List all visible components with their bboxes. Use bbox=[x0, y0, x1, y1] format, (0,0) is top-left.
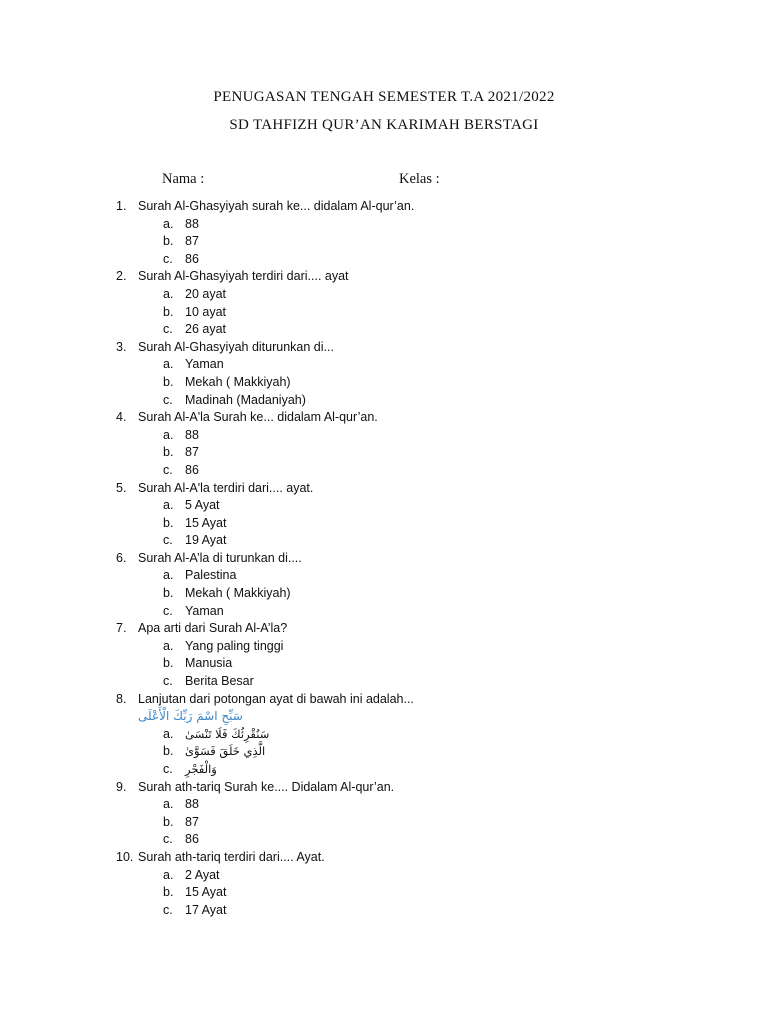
question-line bbox=[0, 339, 768, 357]
answer-option bbox=[0, 321, 768, 339]
option-list bbox=[0, 796, 768, 849]
option-letter: a. bbox=[163, 357, 174, 372]
option-letter: a. bbox=[163, 797, 174, 812]
question-item bbox=[0, 691, 768, 779]
option-letter: a. bbox=[163, 568, 174, 583]
option-letter: b. bbox=[163, 445, 174, 460]
option-list bbox=[0, 497, 768, 550]
question-number: 10. bbox=[116, 849, 134, 864]
option-letter: c. bbox=[163, 322, 173, 337]
question-text: Surah ath-tariq terdiri dari.... Ayat. bbox=[138, 849, 325, 864]
option-letter: b. bbox=[163, 656, 174, 671]
option-text: 5 Ayat bbox=[185, 498, 220, 513]
verse-line bbox=[0, 708, 768, 726]
option-letter: c. bbox=[163, 674, 173, 689]
option-text: 88 bbox=[185, 797, 199, 812]
question-text: Surah Al-A'la terdiri dari.... ayat. bbox=[138, 480, 314, 495]
option-list bbox=[0, 356, 768, 409]
page-title: PENUGASAN TENGAH SEMESTER T.A 2021/2022 bbox=[213, 89, 555, 105]
option-letter: a. bbox=[163, 867, 174, 882]
answer-option bbox=[0, 374, 768, 392]
question-line bbox=[0, 691, 768, 709]
option-letter: c. bbox=[163, 533, 173, 548]
option-letter: b. bbox=[163, 885, 174, 900]
question-item bbox=[0, 409, 768, 479]
answer-option bbox=[0, 867, 768, 885]
answer-option bbox=[0, 673, 768, 691]
option-text: 19 Ayat bbox=[185, 533, 227, 548]
option-text: Berita Besar bbox=[185, 674, 254, 689]
question-item bbox=[0, 480, 768, 550]
question-line bbox=[0, 550, 768, 568]
answer-option bbox=[0, 233, 768, 251]
question-item bbox=[0, 779, 768, 849]
answer-option bbox=[0, 515, 768, 533]
question-number: 9. bbox=[116, 779, 127, 794]
question-line bbox=[0, 409, 768, 427]
option-list bbox=[0, 427, 768, 480]
option-text: 15 Ayat bbox=[185, 515, 227, 530]
answer-option bbox=[0, 726, 768, 744]
question-item bbox=[0, 198, 768, 268]
option-text: 2 Ayat bbox=[185, 867, 220, 882]
question-item bbox=[0, 268, 768, 338]
question-line bbox=[0, 198, 768, 216]
question-text: Surah Al-A’la di turunkan di.... bbox=[138, 550, 302, 565]
question-text: Apa arti dari Surah Al-A’la? bbox=[138, 621, 288, 636]
option-letter: a. bbox=[163, 726, 174, 741]
option-list bbox=[0, 867, 768, 920]
option-text: Yaman bbox=[185, 603, 224, 618]
option-letter: c. bbox=[163, 832, 173, 847]
arabic-verse: سَبِّحِ اسْمَ رَبِّكَ الْأَعْلَى bbox=[138, 709, 243, 724]
question-number: 1. bbox=[116, 199, 127, 213]
option-text: Madinah (Madaniyah) bbox=[185, 392, 306, 407]
answer-option bbox=[0, 831, 768, 849]
option-text: 86 bbox=[185, 251, 199, 266]
school-name: SD TAHFIZH QUR’AN KARIMAH BERSTAGI bbox=[229, 117, 539, 133]
question-number: 2. bbox=[116, 269, 127, 284]
option-list bbox=[0, 567, 768, 620]
option-text: سَنُقْرِئُكَ فَلَا تَنْسَىٰ bbox=[185, 726, 270, 741]
class-label: Kelas : bbox=[399, 171, 440, 187]
question-number: 8. bbox=[116, 691, 127, 706]
option-text: 86 bbox=[185, 462, 199, 477]
option-list bbox=[0, 726, 768, 779]
option-text: 87 bbox=[185, 234, 199, 249]
option-letter: b. bbox=[163, 814, 174, 829]
option-letter: a. bbox=[163, 427, 174, 442]
option-text: 15 Ayat bbox=[185, 885, 227, 900]
option-list bbox=[0, 286, 768, 339]
option-letter: a. bbox=[163, 498, 174, 513]
option-letter: c. bbox=[163, 603, 173, 618]
question-line bbox=[0, 268, 768, 286]
question-line bbox=[0, 779, 768, 797]
answer-option bbox=[0, 585, 768, 603]
option-text: 86 bbox=[185, 832, 199, 847]
option-letter: b. bbox=[163, 515, 174, 530]
question-text: Surah Al-Ghasyiyah terdiri dari.... ayat bbox=[138, 269, 349, 284]
option-text: Mekah ( Makkiyah) bbox=[185, 586, 291, 601]
question-line bbox=[0, 849, 768, 867]
option-text: وَالْفَجْرِ bbox=[185, 762, 217, 776]
question-item bbox=[0, 849, 768, 919]
option-letter: b. bbox=[163, 374, 174, 389]
answer-option bbox=[0, 884, 768, 902]
question-line bbox=[0, 480, 768, 498]
option-text: 88 bbox=[185, 427, 199, 442]
option-list bbox=[0, 216, 768, 269]
answer-option bbox=[0, 392, 768, 410]
question-number: 5. bbox=[116, 480, 127, 495]
option-letter: b. bbox=[163, 744, 174, 759]
answer-option bbox=[0, 304, 768, 322]
option-letter: c. bbox=[163, 762, 173, 776]
option-letter: c. bbox=[163, 462, 173, 477]
option-text: 87 bbox=[185, 445, 199, 460]
answer-option bbox=[0, 286, 768, 304]
answer-option bbox=[0, 567, 768, 585]
option-text: 87 bbox=[185, 814, 199, 829]
option-text: Palestina bbox=[185, 568, 237, 583]
answer-option bbox=[0, 532, 768, 550]
option-text: 26 ayat bbox=[185, 322, 227, 337]
answer-option bbox=[0, 638, 768, 656]
question-text: Surah Al-Ghasyiyah surah ke... didalam Al-qur’an. bbox=[138, 199, 415, 213]
answer-option bbox=[0, 743, 768, 761]
option-text: Mekah ( Makkiyah) bbox=[185, 374, 291, 389]
answer-option bbox=[0, 655, 768, 673]
option-letter: a. bbox=[163, 638, 174, 653]
answer-option bbox=[0, 603, 768, 621]
answer-option bbox=[0, 796, 768, 814]
option-letter: c. bbox=[163, 392, 173, 407]
answer-option bbox=[0, 902, 768, 920]
option-text: 88 bbox=[185, 216, 199, 231]
question-item bbox=[0, 550, 768, 620]
option-letter: c. bbox=[163, 902, 173, 917]
answer-option bbox=[0, 427, 768, 445]
question-number: 6. bbox=[116, 550, 127, 565]
answer-option bbox=[0, 761, 768, 779]
question-item bbox=[0, 339, 768, 409]
option-text: Yang paling tinggi bbox=[185, 638, 284, 653]
question-list bbox=[0, 198, 768, 919]
option-text: 17 Ayat bbox=[185, 902, 227, 917]
answer-option bbox=[0, 814, 768, 832]
option-letter: a. bbox=[163, 216, 174, 231]
option-text: 20 ayat bbox=[185, 286, 227, 301]
question-text: Surah Al-Ghasyiyah diturunkan di... bbox=[138, 339, 334, 354]
option-letter: b. bbox=[163, 304, 174, 319]
name-label: Nama : bbox=[162, 171, 205, 187]
question-text: Surah Al-A'la Surah ke... didalam Al-qur’an. bbox=[138, 410, 378, 425]
option-text: الَّذِي خَلَقَ فَسَوَّىٰ bbox=[185, 744, 266, 759]
option-list bbox=[0, 638, 768, 691]
answer-option bbox=[0, 444, 768, 462]
question-text: Lanjutan dari potongan ayat di bawah ini adalah... bbox=[138, 691, 414, 706]
answer-option bbox=[0, 251, 768, 269]
option-letter: a. bbox=[163, 286, 174, 301]
question-number: 4. bbox=[116, 410, 127, 425]
answer-option bbox=[0, 462, 768, 480]
question-item bbox=[0, 620, 768, 690]
answer-option bbox=[0, 497, 768, 515]
option-letter: c. bbox=[163, 251, 173, 266]
answer-option bbox=[0, 216, 768, 234]
question-text: Surah ath-tariq Surah ke.... Didalam Al-qur’an. bbox=[138, 779, 395, 794]
option-text: 10 ayat bbox=[185, 304, 227, 319]
option-text: Yaman bbox=[185, 357, 224, 372]
option-text: Manusia bbox=[185, 656, 233, 671]
question-line bbox=[0, 620, 768, 638]
question-number: 3. bbox=[116, 339, 127, 354]
option-letter: b. bbox=[163, 234, 174, 249]
question-number: 7. bbox=[116, 621, 127, 636]
answer-option bbox=[0, 356, 768, 374]
option-letter: b. bbox=[163, 586, 174, 601]
